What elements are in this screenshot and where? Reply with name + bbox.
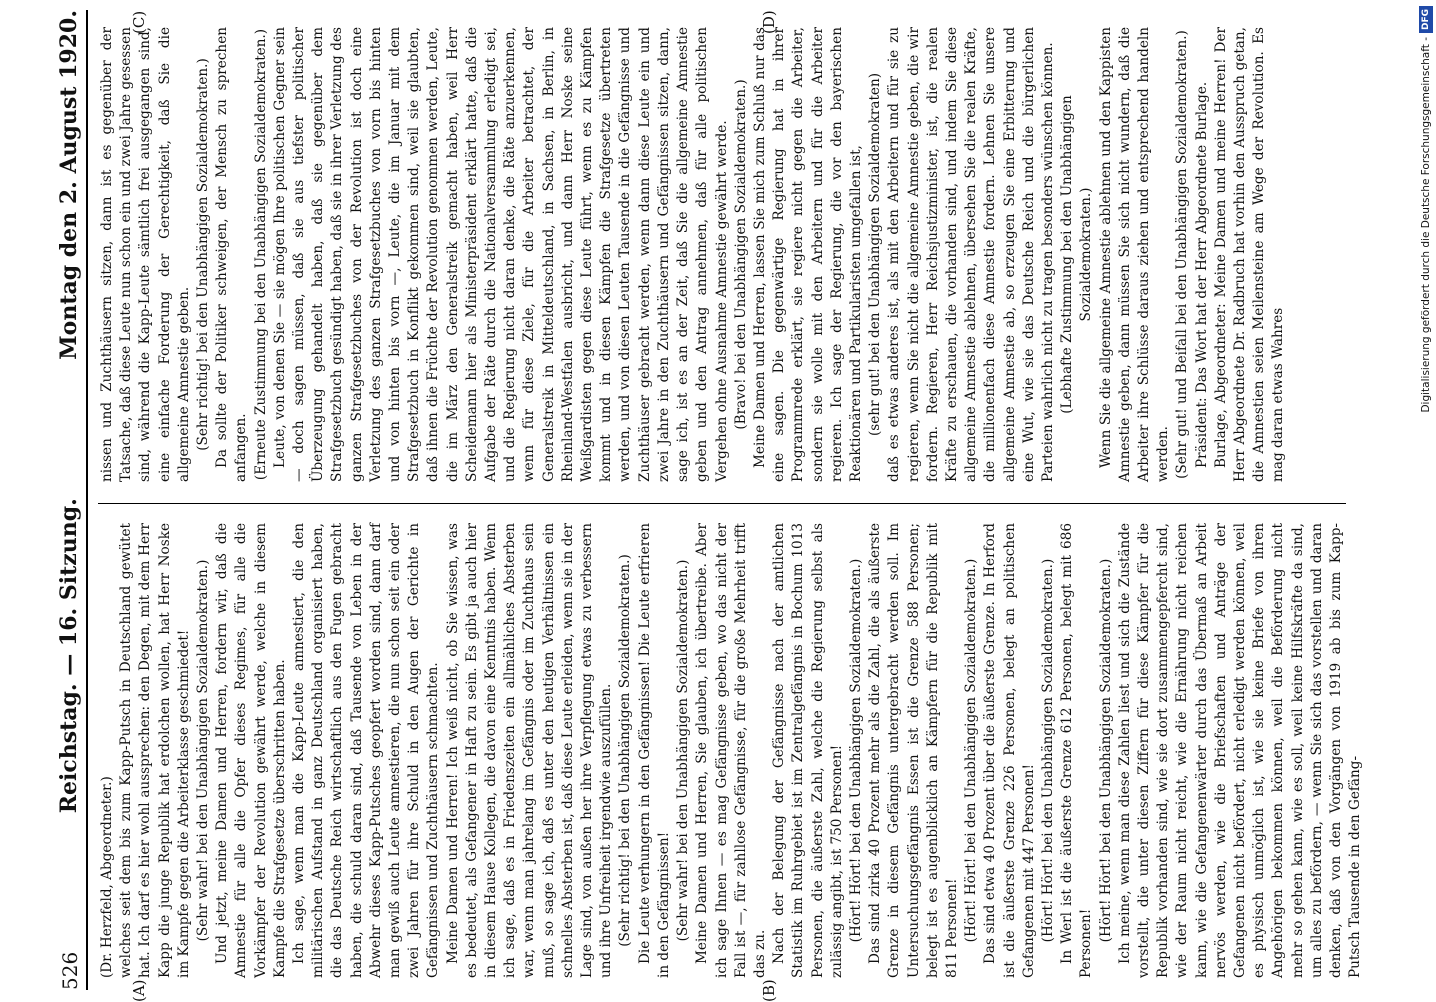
remark: (Erneute Zustimmung bei den Unabhängigen Sozialdemokraten.)	[252, 28, 269, 481]
paragraph: nissen und Zuchthäusern sitzen, dann ist es gegenüber der Tatsache, daß diese Leute nun schon ein und zwei Jahre gesessen sind, während die Kapp-Leute sämtlich frei ausgegangen sind, eine einfache Forderung der Gerechtigkeit, daß Sie die allgemeine Amnestie geben.	[99, 27, 192, 482]
margin-marker-c: (C)	[130, 10, 148, 34]
paragraph: Ich meine, wenn man diese Zahlen liest und sich die Zustände vorstellt, die unter diesen Ziffern für diese Kämpfer für die Republik vorhanden sind, wie sie dort zusammengepfercht sind, wie der Raum nicht reicht, wie die Ernährung nicht reichen kann, wie die Gefangenenwärter durch das Übermaß an Arbeit nervös werden, wie die Briefschaften und Anträge der Gefangenen nicht befördert, nicht erledigt werden können, weil es physisch unmöglich ist, wie sie keine Briefe von ihren Angehörigen bekommen können, weil die Beförderung nicht mehr so gehen kann, wie es soll, weil keine Hilfskräfte da sind, um alles zu befördern, — wenn Sie sich das vorstellen und daran denken, daß von den Vorgängen von 1919 ab bis zum Kapp-Putsch Tausende in den Gefäng-	[1116, 523, 1364, 978]
remark: (Sehr richtig! bei den Unabhängigen Sozialdemokraten.)	[195, 58, 212, 451]
paragraph: daß es etwas anderes ist, als mit den Arbeitern und für sie zu regieren, wenn Sie nicht die allgemeine Amnestie geben, die wir fordern. Regieren, Herr Reichsjustizminister, ist, die realen Kräfte zu erschauen, die vorhanden sind, und indem Sie diese allgemeine Amnestie ablehnen, übersehen Sie die realen Kräfte, die millionenfach diese Amnestie fordern. Lehnen Sie unsere allgemeine Amnestie ab, so erzeugen Sie eine Erbitterung und eine Wut, wie sie das Deutsche Reich und die bürgerlichen Parteien wahrlich nicht zu tragen besonders wünschen können.	[886, 27, 1056, 482]
speaker-line: (Dr. Herzfeld, Abgeordneter.)	[99, 776, 115, 978]
margin-marker-a: (A)	[130, 979, 148, 1002]
paragraph: Wenn Sie die allgemeine Amnestie ablehnen und den Kappisten Amnestie geben, dann müssen Sie sich nicht wundern, daß die Arbeiter ihre Schlüsse daraus ziehen und entsprechend handeln werden.	[1097, 27, 1172, 482]
speaker-paragraph: Burlage, Abgeordneter: Meine Damen und meine Herren! Der Herr Abgeordnete Dr. Radbruch hat vorhin den Ausspruch getan, die Amnestien seien Meilensteine am Wege der Revolution. Es mag daran etwas Wahres	[1212, 27, 1287, 482]
paragraph: In Werl ist die äußerste Grenze 612 Personen, belegt mit 686 Personen!	[1059, 523, 1095, 978]
remark: (sehr gut! bei den Unabhängigen Sozialdemokraten)	[867, 72, 884, 437]
right-column	[98, 27, 1346, 482]
remark: (Sehr wahr! bei den Unabhängigen Sozialdemokraten.)	[675, 559, 692, 942]
paragraph: Meine Damen und Herren! Ich weiß nicht, ob Sie wissen, was es bedeutet, als Gefangener in Haft zu sein. Es gibt ja auch hier in diesem Hause Kollegen, die davon eine Kenntnis haben. Wenn ich sage, daß es in Friedenszeiten ein allmähliches Absterben war, wenn man jahrelang im Gefängnis oder im Zuchthaus sein muß, so sage ich, daß es unter den heutigen Verhältnissen ein schnelles Absterben ist, daß diese Leute erleiden, wenn sie in der Lage sind, von außen her ihre Verpflegung etwas zu verbessern und ihre Unfreiheit irgendwie auszufüllen.	[444, 523, 615, 978]
remark: (Sehr richtig! bei den Unabhängigen Sozialdemokraten.)	[617, 554, 634, 947]
margin-marker-b: (B)	[760, 979, 778, 1002]
session-date: Montag den 2. August 1920.	[56, 10, 82, 360]
paragraph: Da sollte der Politiker schweigen, der Mensch zu sprechen anfangen.	[214, 27, 250, 482]
credit-text: Digitalisierung gefördert durch die Deutsche Forschungsgemeinschaft -	[1420, 37, 1432, 413]
remark: (Lebhafte Zustimmung bei den Unabhängigen Sozialdemokraten.)	[1059, 95, 1095, 414]
president-paragraph: Präsident: Das Wort hat der Herr Abgeordnete Burlage.	[1193, 81, 1210, 468]
remark: (Bravo! bei den Unabhängigen Sozialdemokraten.)	[732, 79, 749, 430]
paragraph: Ich sage, wenn man die Kapp-Leute amnestiert, die den militärischen Aufstand in ganz Deutschland organisiert haben, die das Deutsche Reich wirtschaftlich aus den Fugen gebracht haben, die schuld daran sind, daß Tausende von Leben in der Abwehr dieses Kapp-Putsches geopfert worden sind, dann darf man gewiß auch Leute amnestieren, die nun schon seit ein oder zwei Jahren für ihre Schuld in den Augen der Gerichte in Gefängnissen und Zuchthäusern schmachten.	[291, 523, 442, 978]
left-column	[98, 523, 1364, 978]
paragraph: Die Leute verhungern in den Gefängnissen! Die Leute erfrieren in den Gefängnissen!	[636, 523, 672, 978]
paragraph: welches seit dem bis zum Kapp-Putsch in Deutschland gewütet hat. Ich darf es hier wohl aussprechen: den Degen, mit dem Herr Kapp die junge Republik hat erdolchen wollen, hat Herr Noske im Kampfe gegen die Arbeiterklasse geschmiedet!	[118, 523, 192, 978]
column-divider	[98, 503, 1346, 504]
paragraph: Meine Damen und Herren, lassen Sie mich zum Schluß nur das eine sagen. Die gegenwärtige Regierung hat in ihrer Programmrede erklärt, sie regiere nicht gegen die Arbeiter, sondern sie wolle mit den Arbeitern und für die Arbeiter regieren. Ich sage der Regierung, die vor den bayerischen Reaktionären und Partikularisten umgefallen ist,	[751, 27, 864, 482]
session-title: Reichstag. — 16. Sitzung.	[56, 498, 82, 814]
digitization-credit	[1416, 6, 1436, 996]
paragraph: Leute, von denen Sie — sie mögen Ihre politischen Gegner sein — doch sagen müssen, daß sie aus tiefster politischer Überzeugung gehandelt haben, daß sie gegenüber dem Strafgesetzbuch gesündigt haben, daß sie in ihrer Verletzung des ganzen Strafgesetzbuches von der Revolution ist doch eine Verletzung des ganzen Strafgesetzbuches von vorn bis hinten und von hinten bis vorn —, Leute, die im Januar mit dem Strafgesetzbuch in Konflikt gekommen sind, weil sie glaubten, daß ihnen die Früchte der Revolution genommen werden, Leute, die im März den Generalstreik gemacht haben, weil Herr Scheidemann hier als Ministerpräsident erklärt hatte, daß die Aufgabe der Räte durch die Nationalversammlung erledigt sei, und die Regierung nicht daran denke, die Räte anzuerkennen, wenn für diese Ziele, für die Arbeiter betrachtet, der Generalstreik in Mitteldeutschland, in Sachsen, in Berlin, in Rheinland-Westfalen ausbricht, und dann Herr Noske seine Weißgardisten gegen diese Leute führt, wenn es zu Kämpfen kommt und in diesen Kämpfen die Strafgesetze übertreten werden, und von diesen Leuten Tausende in die Gefängnisse und Zuchthäuser gebracht werden, wenn dann diese Leute ein und zwei Jahre in den Zuchthäusern und Gefängnissen sitzen, dann, sage ich, ist es an der Zeit, daß Sie die allgemeine Amnestie geben und den Antrag annehmen, daß für alle politischen Vergehen ohne Ausnahme Amnestie gewährt werde.	[271, 27, 730, 482]
page-header	[48, 10, 82, 990]
remark: (Hört! Hört! bei den Unabhängigen Sozialdemokraten.)	[847, 558, 864, 943]
paragraph: Das sind zirka 40 Prozent mehr als die Zahl, die als äußerste Grenze in diesem Gefängnis untergebracht werden soll. Im Untersuchungsgefängnis Essen ist die Grenze 588 Personen; belegt ist es augenblicklich an Kämpfern für die Republik mit 811 Personen!	[867, 523, 960, 978]
remark: (Hört! Hört! bei den Unabhängigen Sozialdemokraten.)	[1097, 558, 1114, 943]
paragraph: Das sind etwa 40 Prozent über die äußerste Grenze. In Herford ist die äußerste Grenze 226 Personen, belegt an politischen Gefangenen mit 447 Personen!	[982, 523, 1037, 978]
remark: (Hört! Hört! bei den Unabhängigen Sozialdemokraten.)	[1039, 558, 1056, 943]
paragraph: Meine Damen und Herren, Sie glauben, ich übertreibe. Aber ich sage Ihnen — es mag Gefängnisse geben, wo das nicht der Fall ist —, für zahllose Gefängnisse, für die große Mehrheit trifft das zu.	[694, 523, 768, 978]
remark: (Sehr gut! und Beifall bei den Unabhängigen Sozialdemokraten.)	[1174, 30, 1191, 479]
margin-marker-d: (D)	[760, 10, 778, 34]
document-page	[40, 0, 1370, 1000]
page-number: 526	[58, 951, 82, 990]
dfg-logo: DFG	[1419, 6, 1433, 33]
header-rule	[86, 10, 88, 990]
remark: (Sehr wahr! bei den Unabhängigen Sozialdemokraten.)	[195, 559, 212, 942]
remark: (Hört! Hört! bei den Unabhängigen Sozialdemokraten.)	[963, 558, 980, 943]
paragraph: Nach der Belegung der Gefängnisse nach der amtlichen Statistik im Ruhrgebiet ist im Zentralgefängnis in Bochum 1013 Personen, die äußerste Zahl, welche die Regierung selbst als zulässig angibt, ist 750 Personen!	[771, 523, 845, 978]
paragraph: Und jetzt, meine Damen und Herren, fordern wir, daß die Amnestie für alle die Opfer dieses Regimes, für alle die Vorkämpfer der Revolution gewährt werde, welche in diesem Kampfe die Strafgesetze überschritten haben.	[214, 523, 288, 978]
